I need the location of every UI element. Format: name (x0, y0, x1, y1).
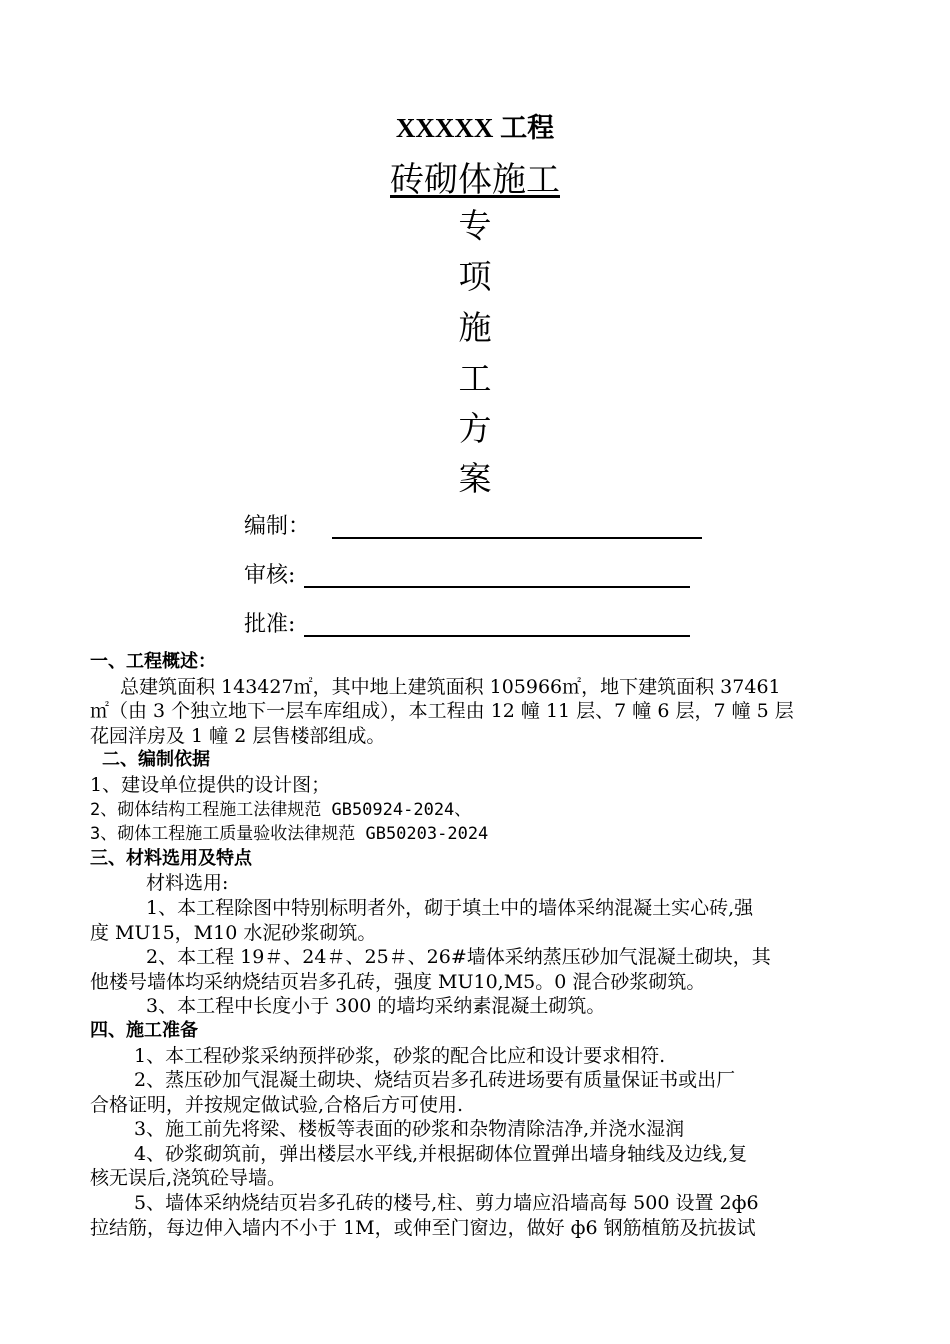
paragraph-line: ㎡（由 3 个独立地下一层车库组成），本工程由 12 幢 11 层、7 幢 6 层，7 幢 5 层 (90, 700, 794, 723)
prepared-by-row (244, 509, 704, 541)
document-title-text: 砖砌体施工 (390, 160, 560, 200)
vertical-char: 项 (458, 257, 492, 296)
paragraph-line: 1、本工程砂浆采纳预拌砂浆，砂浆的配合比应和设计要求相符. (134, 1044, 666, 1067)
paragraph-line: 3、施工前先将梁、楼板等表面的砂浆和杂物清除洁净,并浇水湿润 (134, 1118, 685, 1141)
section-heading: 四、施工准备 (90, 1019, 198, 1041)
approved-by-line (304, 635, 690, 637)
vertical-char: 工 (458, 359, 492, 398)
list-item: 3、砌体工程施工质量验收法律规范 GB50203-2024 (90, 824, 489, 845)
paragraph-line: 拉结筋，每边伸入墙内不小于 1M，或伸至门窗边，做好 ф6 钢筋植筋及抗拔试 (90, 1216, 756, 1239)
paragraph-line: 花园洋房及 1 幢 2 层售楼部组成。 (90, 724, 386, 747)
vertical-char: 施 (458, 308, 492, 347)
paragraph-line: 核无误后,浇筑砼导墙。 (90, 1167, 287, 1190)
paragraph-line: 合格证明，并按规定做试验,合格后方可使用. (90, 1093, 464, 1116)
section-heading: 一、工程概述： (90, 651, 216, 672)
paragraph-line: 他楼号墙体均采纳烧结页岩多孔砖，强度 MU10,M5。0 混合砂浆砌筑。 (90, 970, 706, 993)
paragraph-line: 4、砂浆砌筑前，弹出楼层水平线,并根据砌体位置弹出墙身轴线及边线,复 (134, 1142, 748, 1165)
document-title (0, 152, 950, 201)
vertical-char: 方 (458, 409, 492, 448)
paragraph-line: 3、本工程中长度小于 300 的墙均采纳素混凝土砌筑。 (146, 995, 606, 1018)
vertical-char: 案 (458, 459, 492, 498)
list-item: 1、建设单位提供的设计图； (90, 773, 331, 796)
prepared-by-label: 编制： (244, 514, 311, 539)
paragraph-line: 2、蒸压砂加气混凝土砌块、烧结页岩多孔砖进场要有质量保证书或出厂 (134, 1069, 736, 1092)
paragraph-line: 总建筑面积 143427㎡，其中地上建筑面积 105966㎡，地下建筑面积 37461 (120, 675, 781, 698)
approved-by-row (244, 607, 694, 639)
reviewed-by-label: 审核: (244, 563, 296, 588)
paragraph-line: 1、本工程除图中特别标明者外，砌于填土中的墙体采纳混凝土实心砖,强 (146, 896, 754, 919)
reviewed-by-row (244, 558, 694, 590)
paragraph-line: 2、本工程 19＃、24＃、25＃、26#墙体采纳蒸压砂加气混凝土砌块，其 (146, 946, 771, 969)
project-title: XXXXX 工程 (395, 113, 555, 143)
document-body (90, 650, 860, 1240)
subheading: 材料选用: (146, 872, 229, 895)
paragraph-line: 度 MU15，M10 水泥砂浆砌筑。 (90, 921, 377, 944)
section-heading: 二、编制依据 (102, 749, 210, 771)
section-heading: 三、材料选用及特点 (90, 847, 252, 869)
list-item: 2、砌体结构工程施工法律规范 GB50924-2024、 (90, 799, 472, 820)
prepared-by-line (332, 537, 702, 539)
vertical-char: 专 (458, 206, 492, 245)
paragraph-line: 5、墙体采纳烧结页岩多孔砖的楼号,柱、剪力墙应沿墙高每 500 设置 2ф6 (134, 1192, 759, 1215)
approved-by-label: 批准: (244, 612, 296, 637)
reviewed-by-line (304, 586, 690, 588)
